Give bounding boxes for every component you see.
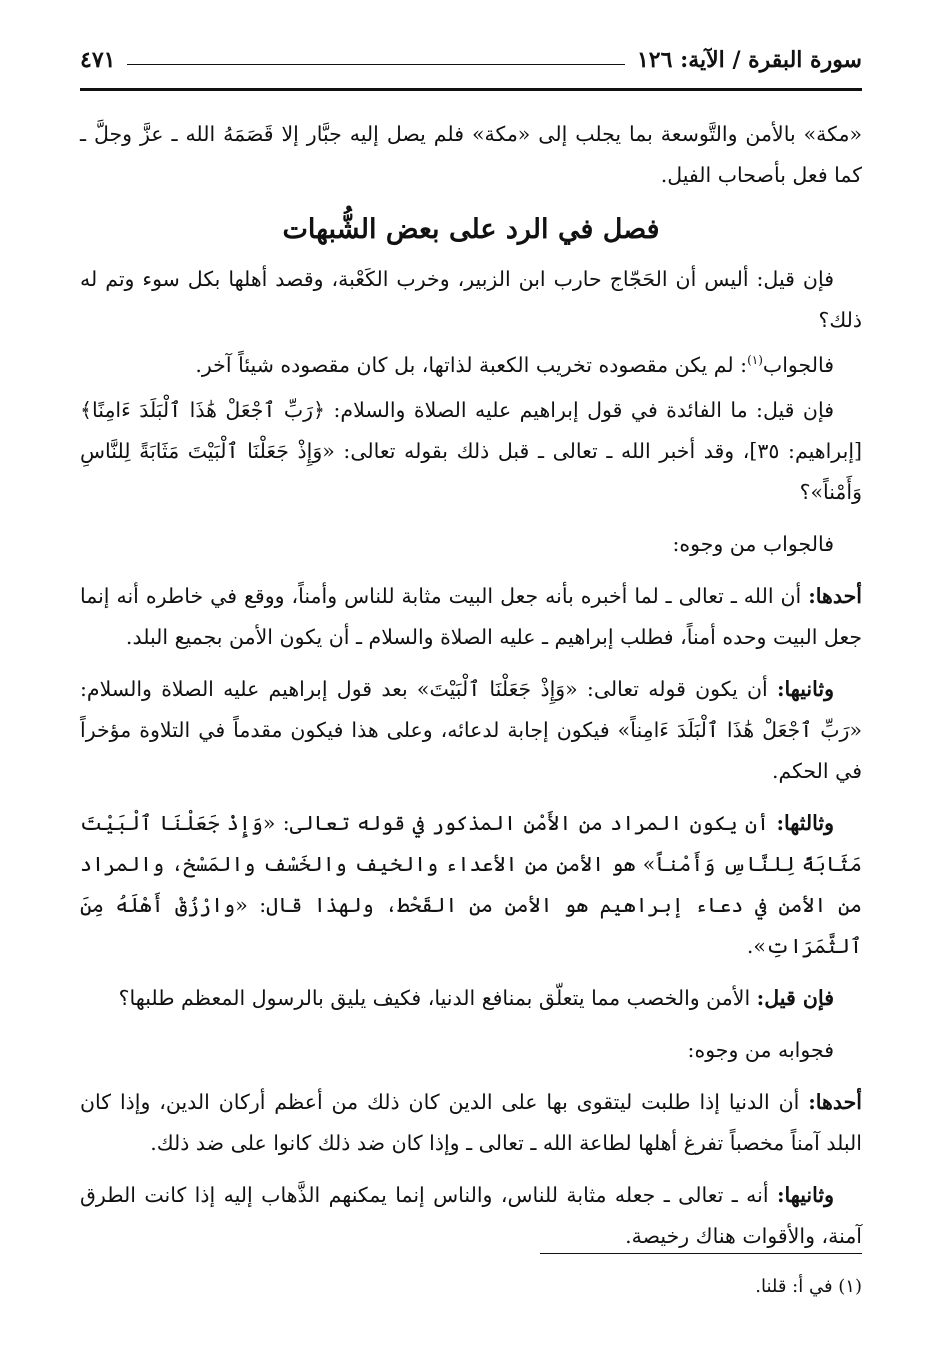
- point-2-label: وثانيها:: [776, 677, 834, 701]
- point-3-text: أن يكون المراد من الأَمْنِ المذكور في قوله تعالى: «وَإِذْ جَعَلْنَا ٱلْبَيْتَ مَثَابَةً لِلنَّاسِ وَأَمْناً» هو الأمن من الأعداء والخيف والخَسْف والمَسْخ، والمراد من الأمن في دعاء إبراهيم هو الأمن من القَحْط، ولهذا قال: «وارْزُقْ أَهْلَهُ مِنَ ٱلثَّمَرَاتِ».: [80, 811, 862, 958]
- point-2: [80, 669, 862, 792]
- question-3-text: الأمن والخصب مما يتعلّق بمنافع الدنيا، فكيف يليق بالرسول المعظم طلبها؟: [118, 986, 757, 1010]
- page-body: [80, 114, 862, 1268]
- reason-1-label: أحدها:: [808, 1090, 862, 1114]
- footnote-text: (١) في أ: قلنا.: [755, 1276, 862, 1297]
- section-heading: فصل في الرد على بعض الشُّبهات: [282, 214, 660, 245]
- point-3: [80, 803, 862, 967]
- reason-1-text: أن الدنيا إذا طلبت ليتقوى بها على الدين كان ذلك من أعظم أركان الدين، وإذا كان البلد آمناً مخصباً تفرغ أهلها لطاعة الله ـ تعالى ـ وإذا كان ضد ذلك كانوا على ضد ذلك.: [80, 1090, 862, 1155]
- reason-2-label: وثانيها:: [776, 1183, 834, 1207]
- answer-1: [80, 345, 862, 386]
- question-3-label: فإن قيل:: [756, 986, 834, 1010]
- reason-2: [80, 1175, 862, 1257]
- reason-2-text: أنه ـ تعالى ـ جعله مثابة للناس، والناس إنما يمكنهم الذَّهاب إليه إذا كانت الطرق آمنة، والأقوات هناك رخيصة.: [80, 1183, 862, 1248]
- header-leader-line: [127, 64, 625, 65]
- question-1: فإن قيل: أليس أن الحَجّاج حارب ابن الزبير، وخرب الكَعْبة، وقصد أهلها بكل سوء وتم له ذلك؟: [80, 267, 862, 332]
- running-header: [80, 40, 862, 80]
- point-1-text: أن الله ـ تعالى ـ لما أخبره بأنه جعل البيت مثابة للناس وأمناً، ووقع في خاطره أنه إنما جعل البيت وحده أمناً، فطلب إبراهيم ـ عليه الصلاة والسلام ـ أن يكون الأمن بجميع البلد.: [80, 584, 862, 649]
- answer-1-text: : لم يكن مقصوده تخريب الكعبة لذاتها، بل كان مقصوده شيئاً آخر.: [195, 353, 748, 377]
- paragraph-continuation: «مكة» بالأمن والتَّوسعة بما يجلب إلى «مكة» فلم يصل إليه جبَّار إلا قَصَمَهُ الله ـ عزَّ وجلَّ ـ كما فعل بأصحاب الفيل.: [80, 122, 862, 187]
- header-divider: [80, 88, 862, 91]
- footnote-divider: [540, 1253, 862, 1254]
- answer-3-intro: فجوابه من وجوه:: [687, 1038, 834, 1062]
- footnote-marker: (١): [747, 353, 763, 368]
- question-3: [80, 978, 862, 1019]
- point-3-label: وثالثها:: [776, 811, 834, 835]
- point-1: [80, 576, 862, 658]
- reason-1: [80, 1082, 862, 1164]
- question-2: فإن قيل: ما الفائدة في قول إبراهيم عليه الصلاة والسلام: ﴿رَبِّ ٱجْعَلْ هَٰذَا ٱلْبَلَدَ ءَامِنًا﴾ [إبراهيم: ٣٥]، وقد أخبر الله ـ تعالى ـ قبل ذلك بقوله تعالى: «وَإِذْ جَعَلْنَا ٱلْبَيْتَ مَثَابَةً لِلنَّاسِ وَأَمْناً»؟: [80, 398, 863, 504]
- answer-2-intro: فالجواب من وجوه:: [672, 532, 834, 556]
- point-1-label: أحدها:: [808, 584, 862, 608]
- answer-1-lead: فالجواب: [762, 353, 834, 377]
- surah-ayah-title: سورة البقرة / الآية: ١٢٦: [636, 47, 862, 73]
- page-number: ٤٧١: [80, 47, 116, 73]
- point-2-text: أن يكون قوله تعالى: «وَإِذْ جَعَلْنَا ٱلْبَيْتَ» بعد قول إبراهيم عليه الصلاة والسلام: «رَبِّ ٱجْعَلْ هَٰذَا ٱلْبَلَدَ ءَامِناً» فيكون إجابة لدعائه، وعلى هذا فيكون مقدماً في التلاوة مؤخراً في الحكم.: [80, 677, 862, 783]
